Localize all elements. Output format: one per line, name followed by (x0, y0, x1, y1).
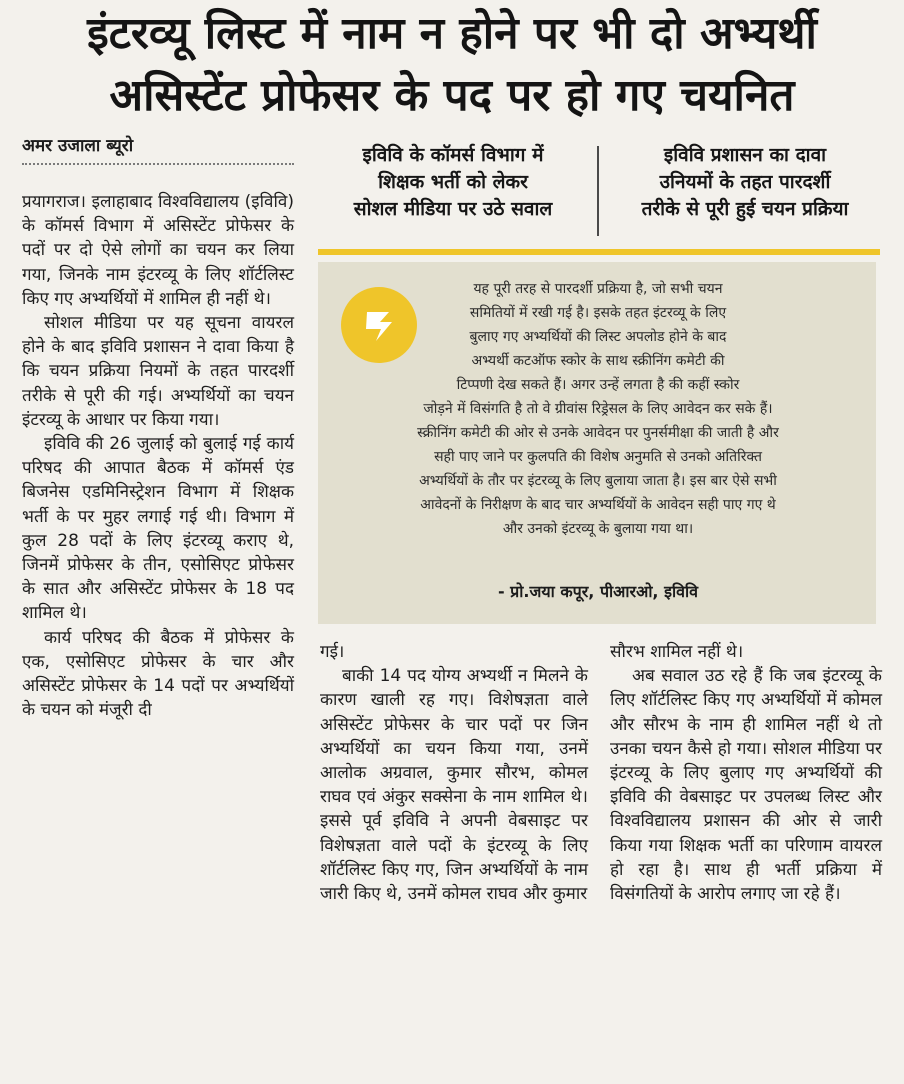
quote-line: स्क्रीनिंग कमेटी की ओर से उनके आवेदन पर पुनर्समीक्षा की जाती है और (417, 425, 779, 441)
accent-bar (318, 249, 880, 255)
headline-line-2: असिस्टेंट प्रोफेसर के पद पर हो गए चयनित (109, 70, 795, 121)
col2-paragraph: गई। (320, 642, 345, 662)
quote-line: जोड़ने में विसंगति है तो वे ग्रीवांस रिड्रेसल के लिए आवेदन कर सके हैं। (423, 401, 773, 417)
article-column-2 (320, 640, 588, 906)
quote-line: सही पाए जाने पर कुलपति की विशेष अनुमति से उनको अतिरिक्त (434, 449, 762, 465)
byline-divider (22, 163, 294, 165)
byline: अमर उजाला ब्यूरो (22, 136, 134, 156)
article-column-1 (22, 190, 294, 722)
col1-paragraph: कार्य परिषद की बैठक में प्रोफेसर के एक, एसोसिएट प्रोफेसर के चार और असिस्टेंट प्रोफेसर के 14 पदों पर अभ्यर्थियों के चयन को मंजूरी दी (22, 627, 294, 721)
quote-line: आवेदनों के निरीक्षण के बाद चार अभ्यर्थियों के आवेदन सही पाए गए थे (420, 497, 776, 513)
quote-line: समितियों में रखी गई है। इसके तहत इंटरव्यू के लिए (469, 305, 727, 321)
deck-left (312, 142, 594, 223)
quote-attribution: - प्रो.जया कपूर, पीआरओ, इविवि (497, 582, 699, 601)
quote-line: यह पूरी तरह से पारदर्शी प्रक्रिया है, जो सभी चयन (473, 281, 723, 297)
deck-right-line: इविवि प्रशासन का दावा (663, 144, 827, 166)
headline-line-1: इंटरव्यू लिस्ट में नाम न होने पर भी दो अभ्यर्थी (87, 8, 817, 59)
deck-left-line: इविवि के कॉमर्स विभाग में (362, 144, 544, 166)
deck-right-line: तरीके से पूरी हुई चयन प्रक्रिया (641, 198, 849, 220)
deck-divider (597, 146, 599, 236)
quote-text (326, 277, 870, 541)
col1-paragraph: प्रयागराज। इलाहाबाद विश्वविद्यालय (इविवि) के कॉमर्स विभाग में असिस्टेंट प्रोफेसर के पदों पर दो ऐसे लोगों का चयन कर लिया गया, जिनके नाम इंटरव्यू के लिए शॉर्टलिस्ट किए गए अभ्यर्थियों में शामिल ही नहीं थे। (22, 192, 294, 309)
col1-paragraph: इविवि की 26 जुलाई को बुलाई गई कार्य परिषद की आपात बैठक में कॉमर्स एंड बिजनेस एडमिनिस्ट्रेशन विभाग में शिक्षक भर्ती के पर मुहर लगाई गई थी। विभाग में कुल 28 पदों के लिए इंटरव्यू कराए थे, जिनमें प्रोफेसर के तीन, एसोसिएट प्रोफेसर के सात और असिस्टेंट प्रोफेसर के 18 पद शामिल थे। (22, 434, 294, 624)
quote-line: अभ्यर्थियों के तौर पर इंटरव्यू के लिए बुलाया जाता है। इस बार ऐसे सभी (419, 473, 777, 489)
col3-paragraph: अब सवाल उठ रहे हैं कि जब इंटरव्यू के लिए शॉर्टलिस्ट किए गए अभ्यर्थियों में कोमल और सौरभ के नाम ही शामिल नहीं थे तो उनका चयन कैसे हो गया। सोशल मीडिया पर इंटरव्यू के लिए बुलाए गए अभ्यर्थियों की इविवि की वेबसाइट पर उपलब्ध लिस्ट और विश्वविद्यालय प्रशासन की ओर से जारी किया गया शिक्षक भर्ती का परिणाम वायरल हो रहा है। साथ ही भर्ती प्रक्रिया में विसंगतियों के आरोप लगाए जा रहे हैं। (610, 666, 882, 905)
quote-line: अभ्यर्थी कटऑफ स्कोर के साथ स्क्रीनिंग कमेटी की (471, 353, 725, 369)
deck-right (602, 142, 888, 223)
deck-right-line: उनियमों के तहत पारदर्शी (659, 171, 831, 193)
deck-left-line: सोशल मीडिया पर उठे सवाल (353, 198, 553, 220)
col3-paragraph: सौरभ शामिल नहीं थे। (610, 642, 744, 662)
quote-line: बुलाए गए अभ्यर्थियों की लिस्ट अपलोड होने के बाद (469, 329, 727, 345)
article-column-3 (610, 640, 882, 906)
col1-paragraph: सोशल मीडिया पर यह सूचना वायरल होने के बाद इविवि प्रशासन ने दावा किया है कि चयन प्रक्रिया नियमों के तहत पारदर्शी तरीके से पूरी की गई। अभ्यर्थियों का चयन इंटरव्यू के आधार पर किया गया। (22, 313, 294, 430)
deck-left-line: शिक्षक भर्ती को लेकर (378, 171, 528, 193)
quote-line: और उनको इंटरव्यू के बुलाया गया था। (502, 521, 694, 537)
col2-paragraph: बाकी 14 पद योग्य अभ्यर्थी न मिलने के कारण खाली रह गए। विशेषज्ञता वाले असिस्टेंट प्रोफेसर के चार पदों पर जिन अभ्यर्थियों का चयन किया गया, उनमें आलोक अग्रवाल, कुमार सौरभ, कोमल राघव एवं अंकुर सक्सेना के नाम शामिल थे। इससे पूर्व इविवि ने अपनी वेबसाइट पर विशेषज्ञता वाले पदों के इंटरव्यू के लिए शॉर्टलिस्ट किए गए, जिन अभ्यर्थियों के नाम जारी किए थे, उनमें कोमल राघव और कुमार (320, 666, 588, 905)
quote-line: टिप्पणी देख सकते हैं। अगर उन्हें लगता है की कहीं स्कोर (456, 377, 740, 393)
